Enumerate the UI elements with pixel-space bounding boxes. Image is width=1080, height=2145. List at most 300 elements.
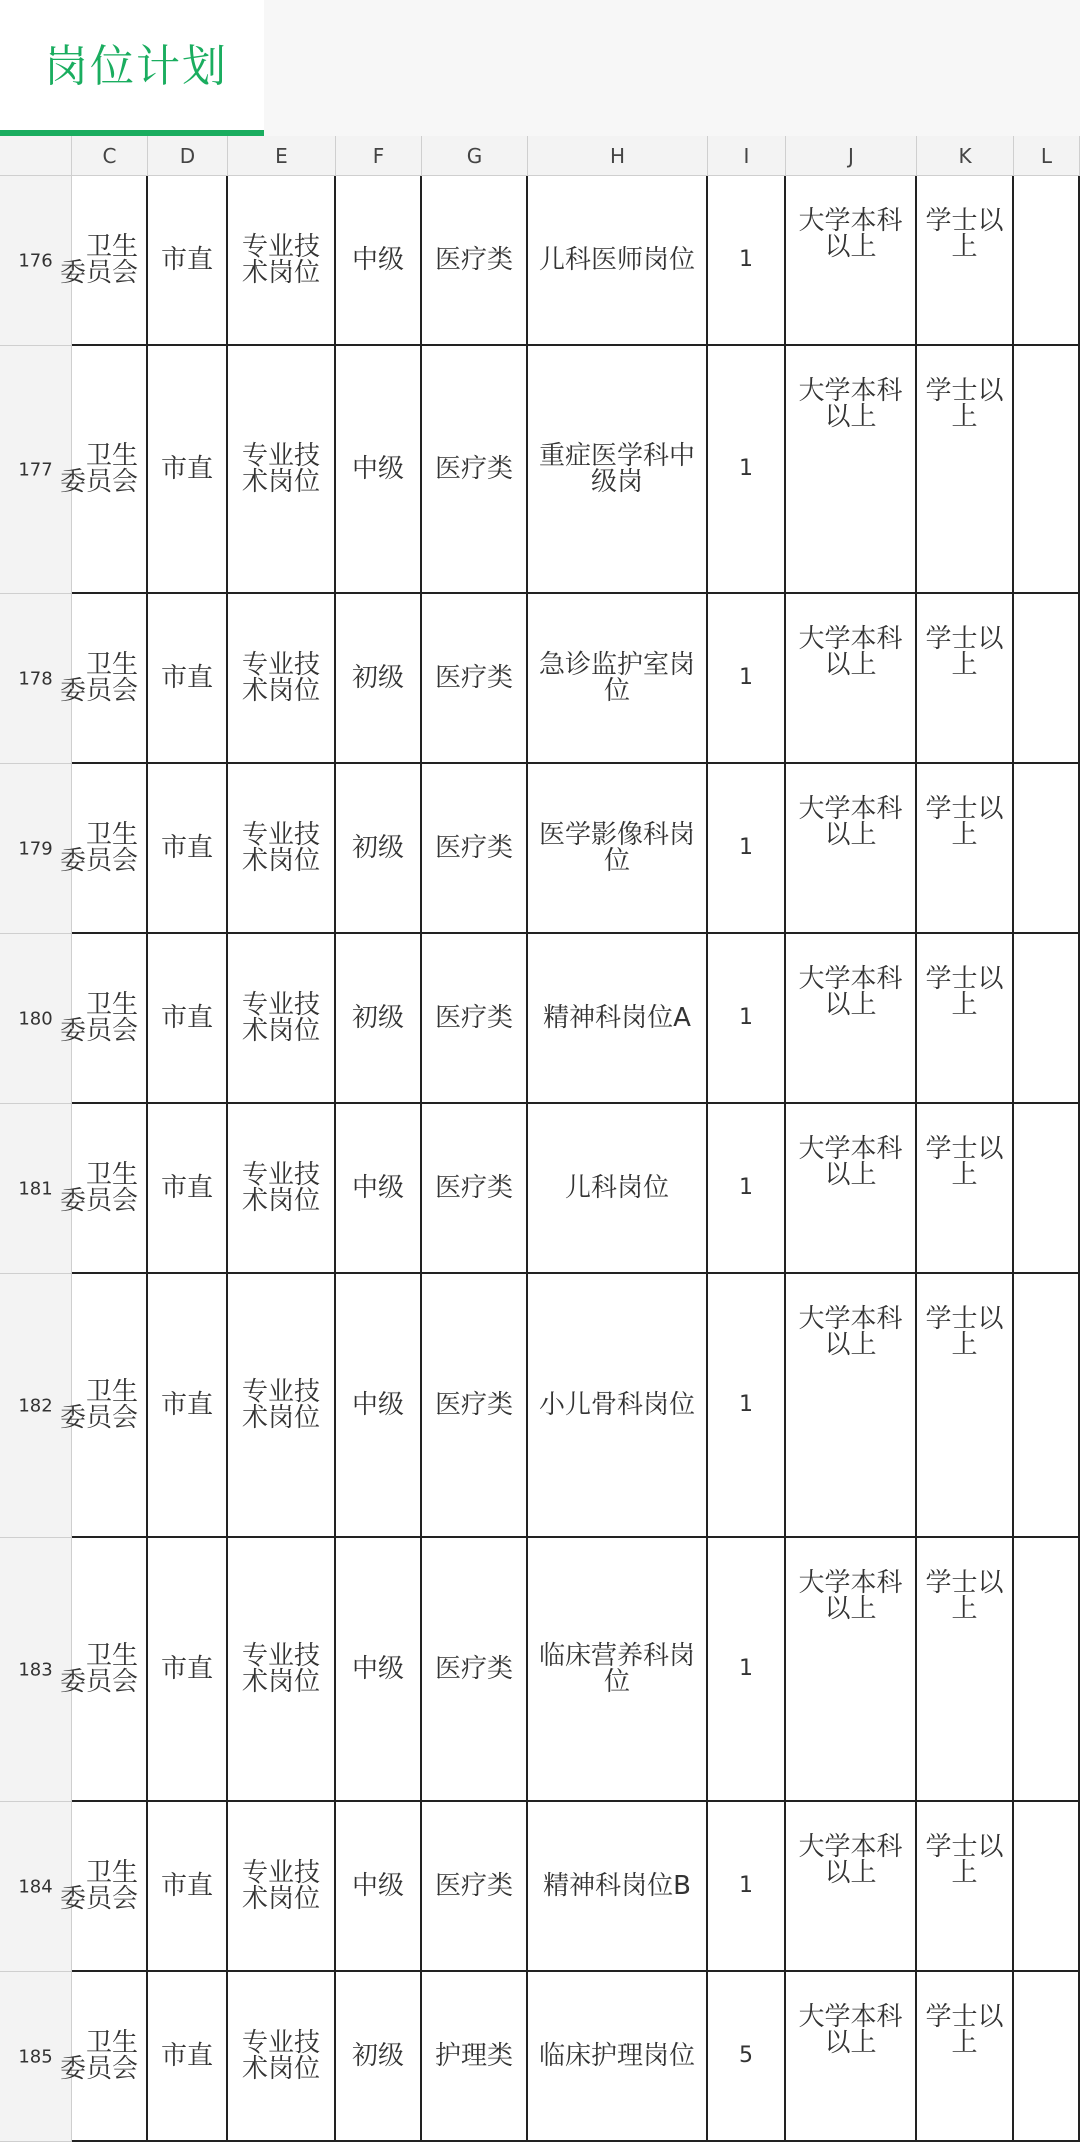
- cell-i[interactable]: [708, 1972, 786, 2142]
- cell-text: [790, 626, 911, 678]
- cell-text: [532, 1175, 702, 1201]
- cell-line: 委员会: [59, 1403, 138, 1433]
- column-header-label: K: [958, 144, 972, 168]
- table-row: [0, 934, 1080, 1104]
- cell-text: 市直: [160, 454, 213, 484]
- cell-h[interactable]: [528, 346, 708, 594]
- cell-d[interactable]: [148, 1972, 228, 2142]
- cell-j[interactable]: [786, 764, 917, 934]
- cell-text: 市直: [160, 1390, 213, 1420]
- cell-text: [921, 208, 1008, 260]
- cell-i[interactable]: [708, 176, 786, 346]
- cell-text: [532, 822, 702, 874]
- cell-text: [790, 1306, 911, 1358]
- cell-f[interactable]: [336, 1274, 422, 1538]
- cell-h[interactable]: [528, 764, 708, 934]
- cell-text: [790, 796, 911, 848]
- cell-g[interactable]: [422, 1802, 528, 1972]
- cell-line: 临床护理岗位: [538, 2041, 695, 2071]
- cell-l[interactable]: [1014, 1972, 1080, 2142]
- cell-j[interactable]: [786, 934, 917, 1104]
- cell-line: 上: [951, 402, 978, 432]
- cell-l[interactable]: [1014, 346, 1080, 594]
- cell-line: 位: [603, 1667, 630, 1697]
- cell-d[interactable]: [148, 176, 228, 346]
- cell-text: 1: [739, 1005, 753, 1030]
- cell-text: 1: [739, 665, 753, 690]
- cell-i[interactable]: [708, 1538, 786, 1802]
- cell-text: [232, 234, 330, 286]
- cell-text: 市直: [160, 2041, 213, 2071]
- cell-text: [232, 1860, 330, 1912]
- cell-h[interactable]: [528, 1802, 708, 1972]
- cell-text: [532, 1392, 702, 1418]
- column-header-label: L: [1040, 144, 1053, 168]
- cell-e[interactable]: [228, 594, 336, 764]
- cell-line: 大学本科: [798, 1568, 903, 1598]
- cell-c[interactable]: [59, 594, 148, 764]
- sheet-tab-label: 岗位计划: [44, 41, 228, 92]
- cell-j[interactable]: [786, 1972, 917, 2142]
- cell-line: 委员会: [59, 676, 138, 706]
- column-header-c[interactable]: [72, 136, 148, 176]
- column-header-g[interactable]: [422, 136, 528, 176]
- cell-line: 上: [951, 820, 978, 850]
- cell-text: [232, 652, 330, 704]
- cell-text: [232, 2030, 330, 2082]
- cell-line: 大学本科: [798, 794, 903, 824]
- cell-text: 初级: [351, 663, 404, 693]
- row-number: 177: [18, 459, 53, 480]
- cell-d[interactable]: [148, 1274, 228, 1538]
- cell-line: 委员会: [59, 846, 138, 876]
- cell-text: [232, 1379, 330, 1431]
- cell-l[interactable]: [1014, 1802, 1080, 1972]
- cell-line: 专业技: [241, 1160, 320, 1190]
- cell-j[interactable]: [786, 1538, 917, 1802]
- cell-line: 学士以: [925, 1568, 1004, 1598]
- cell-text: [232, 1643, 330, 1695]
- column-header-e[interactable]: [228, 136, 336, 176]
- cell-line: 小儿骨科岗位: [538, 1390, 695, 1420]
- column-header-label: D: [179, 144, 196, 168]
- table-row: [0, 1104, 1080, 1274]
- cell-line: 术岗位: [241, 846, 320, 876]
- cell-line: 以上: [824, 1594, 877, 1624]
- cell-c[interactable]: [59, 934, 148, 1104]
- cell-text: 市直: [160, 833, 213, 863]
- cell-d[interactable]: [148, 934, 228, 1104]
- cell-text: 市直: [160, 1654, 213, 1684]
- cell-k[interactable]: [917, 1274, 1014, 1538]
- cell-d[interactable]: [148, 346, 228, 594]
- cell-g[interactable]: [422, 764, 528, 934]
- table-row: [0, 1538, 1080, 1802]
- cell-line: 专业技: [241, 650, 320, 680]
- cell-text: [60, 443, 138, 495]
- cell-i[interactable]: [708, 1274, 786, 1538]
- cell-c[interactable]: [59, 346, 148, 594]
- cell-line: 大学本科: [798, 1134, 903, 1164]
- cell-h[interactable]: [528, 176, 708, 346]
- cell-text: [532, 443, 702, 495]
- cell-k[interactable]: [917, 764, 1014, 934]
- cell-e[interactable]: [228, 1802, 336, 1972]
- cell-text: [921, 1306, 1008, 1358]
- cell-text: 初级: [351, 2041, 404, 2071]
- cell-line: 大学本科: [798, 206, 903, 236]
- cell-line: 急诊监护室岗: [538, 650, 695, 680]
- cell-line: 大学本科: [798, 376, 903, 406]
- cell-e[interactable]: [228, 1538, 336, 1802]
- cell-d[interactable]: [148, 1802, 228, 1972]
- cell-c[interactable]: [59, 1972, 148, 2142]
- cell-i[interactable]: [708, 346, 786, 594]
- cell-h[interactable]: [528, 594, 708, 764]
- cell-g[interactable]: [422, 1274, 528, 1538]
- cell-h[interactable]: [528, 1972, 708, 2142]
- cell-text: [790, 1570, 911, 1622]
- row-number: 182: [18, 1395, 53, 1416]
- cell-h[interactable]: [528, 1274, 708, 1538]
- cell-text: [232, 822, 330, 874]
- column-header-label: J: [848, 144, 854, 168]
- cell-text: [790, 1136, 911, 1188]
- cell-text: 医疗类: [434, 1173, 513, 1203]
- cell-line: 大学本科: [798, 964, 903, 994]
- cell-line: 专业技: [241, 1641, 320, 1671]
- cell-text: 初级: [351, 1003, 404, 1033]
- cell-text: 医疗类: [434, 1871, 513, 1901]
- cell-line: 专业技: [241, 1377, 320, 1407]
- row-number: 180: [18, 1008, 53, 1029]
- cell-g[interactable]: [422, 1972, 528, 2142]
- cell-line: 卫生: [85, 820, 138, 850]
- cell-text: 5: [739, 2043, 753, 2068]
- cell-line: 上: [951, 1160, 978, 1190]
- cell-line: 学士以: [925, 2002, 1004, 2032]
- cell-line: 精神科岗位B: [543, 1871, 691, 1901]
- cell-f[interactable]: [336, 176, 422, 346]
- cell-j[interactable]: [786, 1802, 917, 1972]
- cell-text: [60, 992, 138, 1044]
- cell-line: 大学本科: [798, 1304, 903, 1334]
- cell-line: 重症医学科中: [538, 441, 695, 471]
- row-number: 176: [18, 250, 53, 271]
- column-header-label: F: [372, 144, 385, 168]
- cell-line: 专业技: [241, 820, 320, 850]
- cell-line: 术岗位: [241, 1186, 320, 1216]
- cell-f[interactable]: [336, 1972, 422, 2142]
- cell-f[interactable]: [336, 934, 422, 1104]
- column-header-k[interactable]: [917, 136, 1014, 176]
- cell-c[interactable]: [59, 1104, 148, 1274]
- cell-f[interactable]: [336, 594, 422, 764]
- cell-line: 儿科岗位: [564, 1173, 669, 1203]
- cell-text: [921, 796, 1008, 848]
- cell-i[interactable]: [708, 594, 786, 764]
- cell-line: 专业技: [241, 232, 320, 262]
- cell-text: 中级: [351, 1173, 404, 1203]
- cell-line: 委员会: [59, 1884, 138, 1914]
- cell-line: 委员会: [59, 1667, 138, 1697]
- table-row: [0, 346, 1080, 594]
- table-row: [0, 1972, 1080, 2142]
- cell-d[interactable]: [148, 1538, 228, 1802]
- column-header-h[interactable]: [528, 136, 708, 176]
- cell-text: 中级: [351, 245, 404, 275]
- cell-line: 委员会: [59, 2054, 138, 2084]
- cell-line: 以上: [824, 650, 877, 680]
- cell-text: 中级: [351, 1390, 404, 1420]
- cell-line: 专业技: [241, 990, 320, 1020]
- cell-k[interactable]: [917, 176, 1014, 346]
- cell-f[interactable]: [336, 1538, 422, 1802]
- cell-text: [60, 1860, 138, 1912]
- cell-line: 以上: [824, 820, 877, 850]
- cell-line: 学士以: [925, 624, 1004, 654]
- cell-text: 中级: [351, 454, 404, 484]
- column-header-label: C: [102, 144, 117, 168]
- cell-e[interactable]: [228, 764, 336, 934]
- row-number: 184: [18, 1876, 53, 1897]
- cell-l[interactable]: [1014, 1538, 1080, 1802]
- cell-line: 以上: [824, 2028, 877, 2058]
- row-number: 179: [18, 838, 53, 859]
- cell-l[interactable]: [1014, 176, 1080, 346]
- cell-k[interactable]: [917, 594, 1014, 764]
- row-number: 185: [18, 2046, 53, 2067]
- cell-text: 医疗类: [434, 1003, 513, 1033]
- cell-line: 术岗位: [241, 1667, 320, 1697]
- cell-text: 初级: [351, 833, 404, 863]
- cell-text: 中级: [351, 1871, 404, 1901]
- cell-j[interactable]: [786, 1104, 917, 1274]
- cell-line: 上: [951, 650, 978, 680]
- cell-l[interactable]: [1014, 764, 1080, 934]
- cell-line: 委员会: [59, 1186, 138, 1216]
- cell-g[interactable]: [422, 176, 528, 346]
- cell-line: 大学本科: [798, 1832, 903, 1862]
- cell-text: 中级: [351, 1654, 404, 1684]
- cell-line: 上: [951, 990, 978, 1020]
- cell-line: 卫生: [85, 2028, 138, 2058]
- cell-text: [790, 208, 911, 260]
- cell-k[interactable]: [917, 1104, 1014, 1274]
- table-row: [0, 1274, 1080, 1538]
- cell-line: 以上: [824, 232, 877, 262]
- column-header-l[interactable]: [1014, 136, 1080, 176]
- row-number: 181: [18, 1178, 53, 1199]
- cell-g[interactable]: [422, 934, 528, 1104]
- cell-text: [60, 822, 138, 874]
- cell-e[interactable]: [228, 934, 336, 1104]
- cell-j[interactable]: [786, 176, 917, 346]
- cell-text: [921, 1570, 1008, 1622]
- cell-line: 卫生: [85, 1641, 138, 1671]
- cell-h[interactable]: [528, 934, 708, 1104]
- table-row: [0, 1802, 1080, 1972]
- cell-d[interactable]: [148, 764, 228, 934]
- cell-c[interactable]: [59, 1538, 148, 1802]
- cell-l[interactable]: [1014, 934, 1080, 1104]
- cell-text: 医疗类: [434, 1654, 513, 1684]
- cell-j[interactable]: [786, 1274, 917, 1538]
- cell-l[interactable]: [1014, 594, 1080, 764]
- column-header-label: H: [609, 144, 626, 168]
- cell-text: [921, 2004, 1008, 2056]
- table-row: [0, 764, 1080, 934]
- cell-h[interactable]: [528, 1538, 708, 1802]
- cell-text: 1: [739, 1656, 753, 1681]
- row-number: 183: [18, 1659, 53, 1680]
- cell-text: [921, 626, 1008, 678]
- cell-text: 护理类: [434, 2041, 513, 2071]
- cell-e[interactable]: [228, 176, 336, 346]
- cell-f[interactable]: [336, 764, 422, 934]
- cell-text: [60, 652, 138, 704]
- cell-k[interactable]: [917, 1538, 1014, 1802]
- cell-k[interactable]: [917, 1802, 1014, 1972]
- cell-text: [60, 234, 138, 286]
- cell-text: 1: [739, 247, 753, 272]
- cell-j[interactable]: [786, 594, 917, 764]
- cell-i[interactable]: [708, 1104, 786, 1274]
- cell-c[interactable]: [59, 1274, 148, 1538]
- cell-text: [921, 378, 1008, 430]
- cell-text: [532, 1643, 702, 1695]
- cell-c[interactable]: [59, 764, 148, 934]
- cell-text: [532, 1005, 702, 1031]
- cell-line: 卫生: [85, 1377, 138, 1407]
- cell-f[interactable]: [336, 346, 422, 594]
- cell-line: 上: [951, 1594, 978, 1624]
- cell-text: [60, 2030, 138, 2082]
- cell-line: 术岗位: [241, 676, 320, 706]
- sheet-tab-active[interactable]: [0, 0, 264, 136]
- cell-line: 上: [951, 1858, 978, 1888]
- cell-text: [790, 966, 911, 1018]
- cell-g[interactable]: [422, 1104, 528, 1274]
- cell-text: [921, 1834, 1008, 1886]
- cell-c[interactable]: [59, 176, 148, 346]
- cell-line: 大学本科: [798, 624, 903, 654]
- cell-c[interactable]: [59, 1802, 148, 1972]
- cell-text: [532, 1873, 702, 1899]
- cell-e[interactable]: [228, 1104, 336, 1274]
- cell-line: 上: [951, 2028, 978, 2058]
- cell-line: 位: [603, 846, 630, 876]
- select-all-corner[interactable]: [0, 136, 72, 176]
- cell-line: 专业技: [241, 2028, 320, 2058]
- cell-line: 学士以: [925, 794, 1004, 824]
- cell-e[interactable]: [228, 1274, 336, 1538]
- cell-text: [232, 1162, 330, 1214]
- cell-text: [790, 2004, 911, 2056]
- cell-line: 委员会: [59, 467, 138, 497]
- cell-text: 1: [739, 1873, 753, 1898]
- cell-text: [790, 1834, 911, 1886]
- cell-k[interactable]: [917, 1972, 1014, 2142]
- cell-i[interactable]: [708, 934, 786, 1104]
- column-header-j[interactable]: [786, 136, 917, 176]
- cell-line: 以上: [824, 1858, 877, 1888]
- cell-text: 1: [739, 1392, 753, 1417]
- cell-line: 以上: [824, 1160, 877, 1190]
- column-header-i[interactable]: [708, 136, 786, 176]
- cell-g[interactable]: [422, 346, 528, 594]
- cell-line: 学士以: [925, 1134, 1004, 1164]
- cell-line: 术岗位: [241, 1403, 320, 1433]
- cell-g[interactable]: [422, 594, 528, 764]
- cell-text: 市直: [160, 1173, 213, 1203]
- cell-line: 术岗位: [241, 1016, 320, 1046]
- cell-line: 专业技: [241, 441, 320, 471]
- cell-d[interactable]: [148, 594, 228, 764]
- cell-k[interactable]: [917, 346, 1014, 594]
- cell-line: 学士以: [925, 964, 1004, 994]
- cell-text: 医疗类: [434, 454, 513, 484]
- cell-text: [232, 443, 330, 495]
- table-row: [0, 176, 1080, 346]
- cell-line: 上: [951, 1330, 978, 1360]
- cell-l[interactable]: [1014, 1104, 1080, 1274]
- column-header-label: I: [743, 144, 750, 168]
- cell-i[interactable]: [708, 1802, 786, 1972]
- cell-line: 以上: [824, 1330, 877, 1360]
- column-header-d[interactable]: [148, 136, 228, 176]
- cell-text: 市直: [160, 1003, 213, 1033]
- cell-text: [532, 2043, 702, 2069]
- cell-line: 上: [951, 232, 978, 262]
- cell-line: 卫生: [85, 1858, 138, 1888]
- cell-line: 委员会: [59, 258, 138, 288]
- cell-line: 卫生: [85, 650, 138, 680]
- cell-text: 市直: [160, 245, 213, 275]
- cell-line: 术岗位: [241, 258, 320, 288]
- row-number: 178: [18, 668, 53, 689]
- cell-text: 市直: [160, 1871, 213, 1901]
- cell-h[interactable]: [528, 1104, 708, 1274]
- cell-text: [532, 652, 702, 704]
- cell-text: 1: [739, 1175, 753, 1200]
- column-header-f[interactable]: [336, 136, 422, 176]
- cell-k[interactable]: [917, 934, 1014, 1104]
- cell-e[interactable]: [228, 346, 336, 594]
- cell-line: 医学影像科岗: [538, 820, 695, 850]
- cell-line: 术岗位: [241, 467, 320, 497]
- cell-text: 1: [739, 456, 753, 481]
- cell-text: 医疗类: [434, 833, 513, 863]
- cell-f[interactable]: [336, 1104, 422, 1274]
- cell-line: 卫生: [85, 232, 138, 262]
- cell-line: 以上: [824, 990, 877, 1020]
- cell-text: 1: [739, 835, 753, 860]
- cell-text: [921, 966, 1008, 1018]
- cell-j[interactable]: [786, 346, 917, 594]
- cell-i[interactable]: [708, 764, 786, 934]
- cell-line: 位: [603, 676, 630, 706]
- cell-g[interactable]: [422, 1538, 528, 1802]
- cell-d[interactable]: [148, 1104, 228, 1274]
- cell-e[interactable]: [228, 1972, 336, 2142]
- cell-line: 儿科医师岗位: [538, 245, 695, 275]
- cell-line: 级岗: [590, 467, 643, 497]
- cell-text: 医疗类: [434, 663, 513, 693]
- cell-l[interactable]: [1014, 1274, 1080, 1538]
- cell-line: 学士以: [925, 1832, 1004, 1862]
- cell-f[interactable]: [336, 1802, 422, 1972]
